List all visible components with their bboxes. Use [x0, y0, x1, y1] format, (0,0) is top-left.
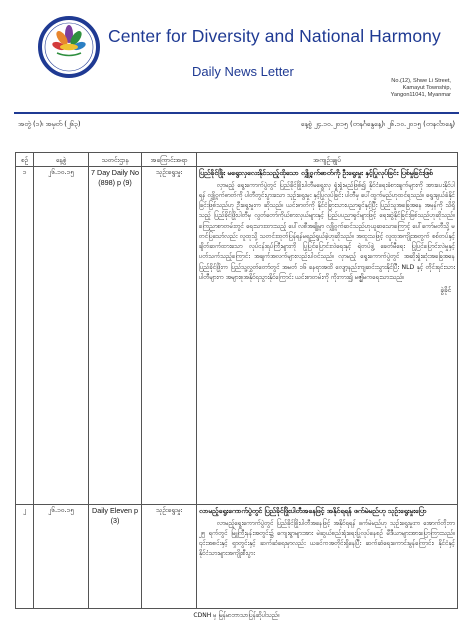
header-date: နေ့စွဲ [34, 153, 89, 167]
cdnh-logo-icon [38, 16, 100, 78]
address-line: Kamayut Township, [402, 85, 451, 92]
row-date: ၂၆.၁၀.၁၅ [34, 505, 89, 608]
row-topic: သုဉ်းရွေးမှုး [142, 167, 197, 504]
address-block [351, 78, 451, 100]
news-table [15, 152, 458, 609]
issue-number: အတွဲ (၁)၊ အမှတ် (၂၆၃) [18, 120, 81, 128]
summary-title: ပြည်ခိုင်ဖြိုး မရွေးလှလေးနိုင်သည့်ထိုသော လျှို့ဝှက်ဓာတ်ကို ဦးရွေးမှုး နှင့်ပြုလုပ်ခြင်း ပြစ်မှုခြင်းဖြစ် [199, 169, 433, 177]
publication-title: Daily News Letter [192, 64, 294, 79]
row-summary [197, 505, 457, 608]
address-line: No.(12), Shwe Li Street, [391, 78, 451, 84]
summary-signature: ခွဲခိုင် [440, 286, 451, 294]
row-source: 7 Day Daily No (898) p (9) [89, 167, 142, 504]
header-summary: အကျဉ်းချုပ် [313, 155, 341, 164]
row-number: ၂ [16, 505, 34, 608]
issue-meta [18, 120, 455, 134]
table-header [16, 153, 457, 167]
issue-dates: နေ့စွဲ ၂၄.၁၀.၂၀၁၅ (တနင်္ဂနွေနေ့)၊ ၂၆.၁၀.၂၀၁၅ (တနင်္လာနေ့) [300, 120, 455, 128]
summary-body: လှာမည့် ရွေးကောက်ပွဲတွင် ပြည်ခိုင်ဖြိုးပါတီမရွေးလှ ရှုံးရှုံးမည်ဖြစ်၍ နိုင်ငံရေးခံစားချက်များကို အားပေးနိုင်ပါရန် လျှို့ဝှက်ဓာတ်ကို ပါတီတွင်းပွားသော သုဉ်းရွေးမှုး နှင့်ပြုလုပ်ခြင်း ပါတီမှ ပေါ်ထွက်မည်ဟုထင်ရသည်။ ရွေးချယ်ခံနိုင်ခြင်းဖြစ်သည်ဟု ဦးရွေးမှုးက ဆိုသည်။ ယင်းဓာတ်ကို နိုင်ငံခြားသားပညာရှင်နှင့်ပြီး ပြည်သူအခြေအနေ အမှန်ကို သိရှိသည့် ပြည်ခိုင်ဖြိုးပါတီမှ လွတ်တော်ကိုယ်စားလှယ်များနှင့် ပြည်ပပညာရှင်များဖြင့် ရေးဆွဲနိုင်ခြင်းဖြစ်သည်ဟုဆိုသည်။ ကြေညာစာတမ်းတွင် ရေးသားထားသည့် ပေါ်လစီအချို့မှာ လျှို့ဝှက်ဆင်သည်ဟုယူဆသောကြောင့် ပေါ်ကော်မတီသို့ မတင်ပြသော်လည်း လူထုသို့ သတင်းထုတ်ပြန်ရန်မရည်ရွယ်ခဲ့ဟုဆိုသည်။ အထူးသဖြင့် လူထုအကျိုးအတွက် စစ်တပ်နှင့် ချိတ်ဆက်ထားသော လုပ်ငန်းရပ်ကြီးများကို ပြုပြင်ပြောင်းလဲရေးနှင့် ရဲတပ်ဖွဲ့ ခေတ်မီရေး ပြုပြင်ပြောင်းလဲမှုနှင့် ပတ်သက်သည့်ကြောင်း အချက်အလက်များလည်းပါဝင်သည်။ လှာမည့် ရွေးကောက်ပွဲတွင် အဆိုးရှုံးဆုံးအခြေအနေ ပြည်ခိုင်ဖြိုးက ပြည်သူ့လွှတ်တော်တွင် အမတ် ၁၆ နေရာအထိ လျော့နည်းကျဆင်းသွားနိုင်ပြီး NLD နှင့် တိုင်းရင်းသား ပါတီများက အများစုအနိုင်ရသွားနိုင်ကြောင်း ယင်းစာတမ်းကို ကိုးကား၍ မဇ္ဈိမကရေးသားသည်။ [199, 181, 455, 281]
header-no: စဉ် [16, 153, 34, 167]
row-topic: သုဉ်းရွေးမှုး [142, 505, 197, 608]
address-line: Yangon11041, Myanmar [390, 92, 451, 99]
header-source: သတင်းဌာန [89, 153, 142, 167]
row-date: ၂၆.၁၀.၁၅ [34, 167, 89, 504]
footer-note: CDNH မှ မြန်မာဘာသာပြန်ဆိုပါသည်။ [193, 612, 280, 619]
header-topic: အကြောင်းအရာ [142, 153, 197, 167]
summary-title: လာမည့်ရွေးကောက်ပွဲတွင် ပြည်ခိုင်ဖြိုးပါတီအနေဖြင့် အနိုင်ရရန် ဖက်မဲမည်ဟု သုဉ်းရွေးမှုးပြော [199, 507, 427, 515]
row-source: Daily Eleven p (3) [89, 505, 142, 608]
table-row [16, 167, 457, 505]
summary-body: လာမည့်ရွေးကောက်ပွဲတွင် ပြည်ခိုင်ဖြိုးပါတီအနေဖြင့် အနိုင်ရရန် ဖက်မဲမည်ဟု သုဉ်းရွေးမှုးက အောက်တိုဘာ ၂၅ ရက်တွင် မြူကြီးနန်းအတွင်း၌ ကျေးရွာများအား မဲဆွယ်စည်းရုံးရေးပြုလုပ်နေစဉ် မီဒီယာများအားပြောကြားသည်။ ၎င်းအစင်းနှင့် ရှာတွင်းနှင့် ဆက်ဆံရေးမှာလည်း ယခင်ကအတိုင်းရှိနေပြီး ဆက်ဆံရေးကောင်းမွန်ကြောင်း၊ နိုင်ငံနှင့် နိုင်ငံသားများအကျိုးစီးပွား [199, 519, 455, 558]
table-row [16, 505, 457, 608]
row-number: ၁ [16, 167, 34, 504]
organization-name: Center for Diversity and National Harmony [108, 26, 441, 46]
row-summary [197, 167, 457, 504]
header-divider [14, 112, 459, 114]
